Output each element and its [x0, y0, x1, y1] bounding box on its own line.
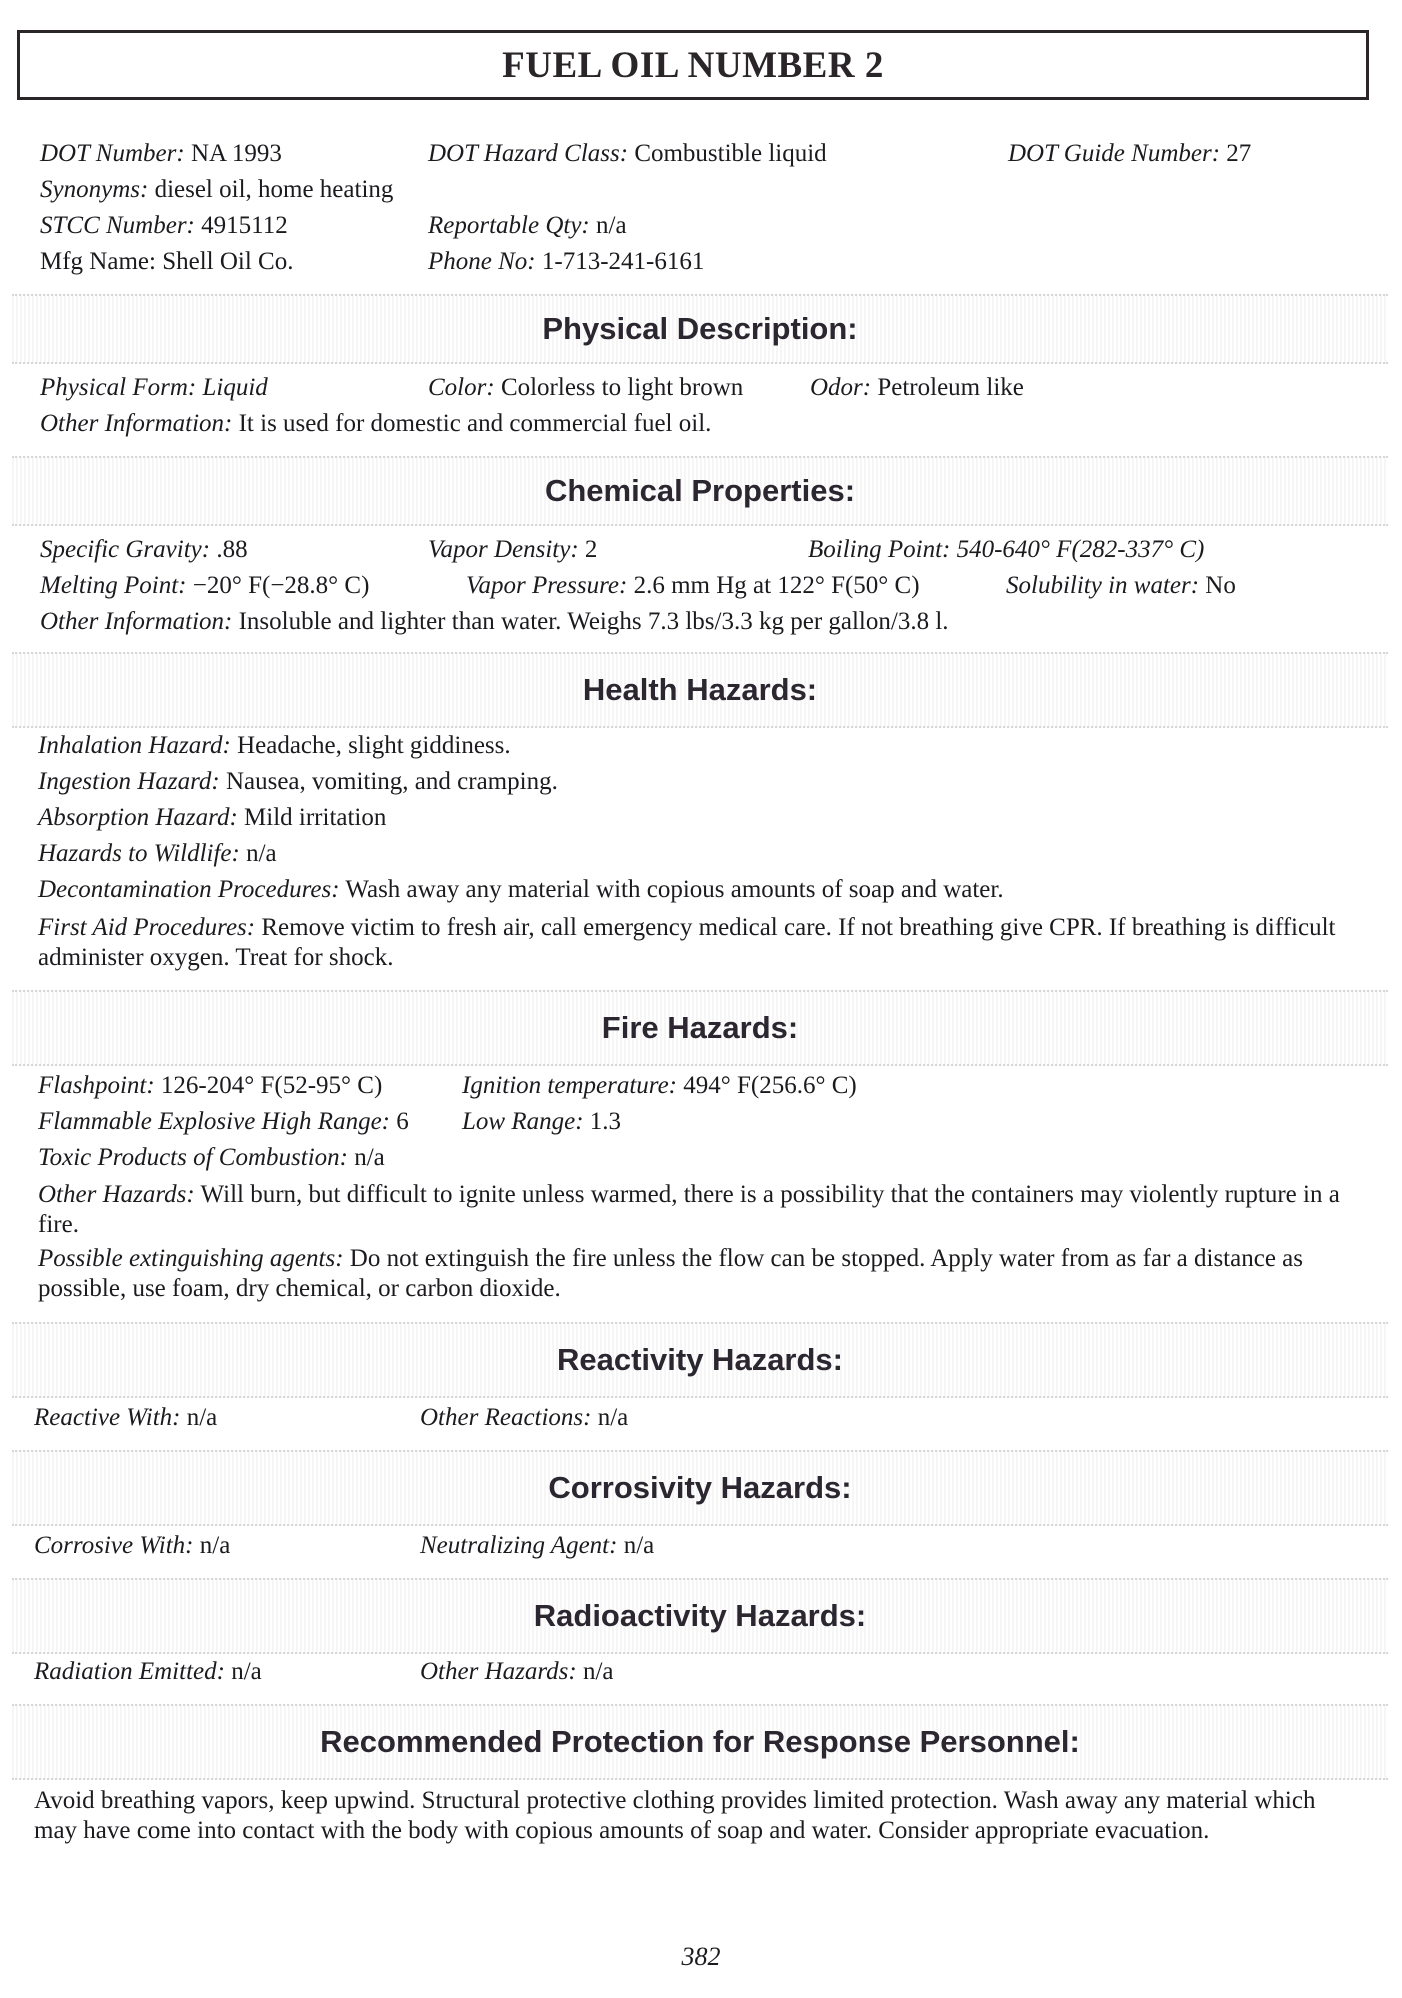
field-value: 6 [396, 1108, 409, 1135]
field-label: Odor: [810, 374, 872, 401]
page-title: FUEL OIL NUMBER 2 [502, 44, 884, 86]
field-label: Hazards to Wildlife: [38, 840, 240, 867]
absorption-field [38, 802, 386, 834]
field-label: Color: [428, 374, 495, 401]
field-label: Vapor Density: [428, 536, 579, 563]
field-label: DOT Guide Number: [1008, 140, 1221, 167]
field-value: Nausea, vomiting, and cramping. [225, 768, 558, 795]
field-value: Combustible liquid [634, 140, 827, 167]
guide-number-field [1008, 138, 1251, 170]
section-title: Health Hazards: [582, 672, 818, 707]
field-label: Phone No: [428, 248, 536, 275]
vapor-pressure-field [466, 570, 920, 602]
field-label: Flashpoint: [38, 1072, 155, 1099]
field-value: .88 [216, 536, 248, 563]
field-value: n/a [246, 840, 277, 867]
field-value: 1-713-241-6161 [541, 248, 705, 275]
field-label: Decontamination Procedures: [38, 876, 340, 903]
field-value: n/a [186, 1404, 218, 1431]
field-label: Other Information: [40, 608, 233, 635]
section-header-reactivity [12, 1322, 1388, 1398]
field-value: 27 [1226, 140, 1252, 167]
field-value: Petroleum like [877, 374, 1024, 401]
stcc-field [40, 210, 288, 242]
field-label: Reactive With: [34, 1404, 181, 1431]
reportable-field [428, 210, 627, 242]
specific-gravity-field [40, 534, 248, 566]
field-label: Boiling Point: [808, 536, 951, 563]
melting-point-field [40, 570, 369, 602]
field-value: n/a [354, 1144, 385, 1171]
field-label: Corrosive With: [34, 1532, 194, 1559]
field-value: n/a [199, 1532, 231, 1559]
section-header-chemical [12, 456, 1388, 526]
field-value: 4915112 [201, 212, 288, 239]
field-value: 2.6 mm Hg at 122° F(50° C) [633, 572, 920, 599]
chemical-other-field [40, 606, 949, 638]
field-value: Colorless to light brown [500, 374, 744, 401]
synonyms-field [40, 174, 393, 206]
field-label: Physical Form: [40, 374, 197, 401]
vapor-density-field [428, 534, 597, 566]
phone-field [428, 246, 704, 278]
title-box [17, 30, 1369, 100]
field-value: −20° F(−28.8° C) [192, 572, 370, 599]
field-value: 540-640° F(282-337° C) [956, 536, 1205, 563]
low-range-field [462, 1106, 621, 1138]
field-label: Vapor Pressure: [466, 572, 628, 599]
mfg-field [40, 246, 293, 278]
field-value: Insoluble and lighter than water. Weighs 7.3 lbs/3.3 kg per gallon/3.8 l. [238, 608, 949, 635]
field-label: Inhalation Hazard: [38, 732, 231, 759]
solubility-field [1006, 570, 1236, 602]
hazard-class-field [428, 138, 827, 170]
dot-number-field [40, 138, 282, 170]
page-number: 382 [681, 1942, 721, 1971]
field-value: n/a [582, 1658, 614, 1685]
field-label: Other Hazards: [38, 1181, 195, 1208]
field-value: Do not extinguish the fire unless the flow can be stopped. Apply water from as far a distance as possible, use foam, dry chemical, or carbon dioxide. [38, 1245, 1303, 1302]
field-value: No [1205, 572, 1236, 599]
section-title: Reactivity Hazards: [556, 1342, 843, 1377]
field-value: 1.3 [589, 1108, 622, 1135]
other-reactions-field [420, 1402, 628, 1434]
field-value: Will burn, but difficult to ignite unless warmed, there is a possibility that the containers may violently rupture in a fire. [38, 1181, 1340, 1238]
field-label: Specific Gravity: [40, 536, 211, 563]
radiation-emitted-field [34, 1656, 262, 1688]
field-value: Headache, slight giddiness. [237, 732, 511, 759]
field-label: DOT Hazard Class: [428, 140, 629, 167]
high-range-field [38, 1106, 409, 1138]
field-value: Remove victim to fresh air, call emergency medical care. If not breathing give CPR. If breathing is difficult administer oxygen. Treat for shock. [38, 914, 1336, 971]
section-title: Recommended Protection for Response Personnel: [320, 1724, 1080, 1759]
field-label: Toxic Products of Combustion: [38, 1144, 348, 1171]
field-value: n/a [231, 1658, 262, 1685]
field-value: 126-204° F(52-95° C) [160, 1072, 383, 1099]
field-label: Mfg Name: [40, 248, 156, 275]
physical-form-field [40, 372, 268, 404]
field-label: First Aid Procedures: [38, 914, 256, 941]
neutralizing-agent-field [420, 1530, 654, 1562]
field-label: Reportable Qty: [428, 212, 590, 239]
ingestion-field [38, 766, 558, 798]
protection-text: Avoid breathing vapors, keep upwind. Structural protective clothing provides limited protection. Wash away any material which may have come into contact with the body with copious amounts of soap and water. Consider appropriate evacuation. [34, 1787, 1316, 1844]
field-label: Possible extinguishing agents: [38, 1245, 344, 1272]
boiling-point-field [808, 534, 1204, 566]
field-label: Absorption Hazard: [38, 804, 238, 831]
field-label: Melting Point: [40, 572, 187, 599]
section-title: Physical Description: [542, 311, 858, 346]
field-label: Radiation Emitted: [34, 1658, 225, 1685]
field-label: Other Information: [40, 410, 233, 437]
odor-field [810, 372, 1024, 404]
section-header-corrosivity [12, 1450, 1388, 1526]
field-value: Shell Oil Co. [162, 248, 294, 275]
section-title: Radioactivity Hazards: [533, 1598, 867, 1633]
field-value: 494° F(256.6° C) [683, 1072, 857, 1099]
section-header-protection [12, 1704, 1388, 1780]
section-title: Corrosivity Hazards: [548, 1470, 852, 1505]
field-label: Solubility in water: [1006, 572, 1200, 599]
radio-other-hazards-field [420, 1656, 614, 1688]
toxic-products-field [38, 1142, 385, 1174]
section-title: Fire Hazards: [601, 1010, 799, 1045]
color-field [428, 372, 743, 404]
field-value: Wash away any material with copious amounts of soap and water. [345, 876, 1004, 903]
field-label: Synonyms: [40, 176, 149, 203]
field-value: NA 1993 [190, 140, 282, 167]
first-aid-field [38, 913, 1386, 973]
field-value: n/a [596, 212, 627, 239]
field-value: It is used for domestic and commercial fuel oil. [238, 410, 712, 437]
field-value: Mild irritation [244, 804, 387, 831]
wildlife-field [38, 838, 277, 870]
field-value: 2 [584, 536, 598, 563]
field-value: Liquid [202, 374, 268, 401]
fire-other-hazards-field [38, 1180, 1386, 1240]
decontamination-field [38, 874, 1004, 906]
extinguishing-field [38, 1244, 1386, 1304]
section-title: Chemical Properties: [544, 473, 856, 508]
field-label: STCC Number: [40, 212, 195, 239]
field-value: n/a [623, 1532, 655, 1559]
field-label: Other Hazards: [420, 1658, 577, 1685]
section-header-radioactivity [12, 1578, 1388, 1654]
field-label: Ignition temperature: [462, 1072, 678, 1099]
section-header-health [12, 652, 1388, 728]
corrosive-with-field [34, 1530, 230, 1562]
ignition-field [462, 1070, 857, 1102]
physical-other-field [40, 408, 711, 440]
inhalation-field [38, 730, 511, 762]
field-label: Neutralizing Agent: [420, 1532, 618, 1559]
field-label: Flammable Explosive High Range: [38, 1108, 390, 1135]
field-value: diesel oil, home heating [154, 176, 394, 203]
section-header-fire [12, 990, 1388, 1066]
field-label: Low Range: [462, 1108, 584, 1135]
reactive-with-field [34, 1402, 217, 1434]
section-header-physical [12, 294, 1388, 364]
field-label: Ingestion Hazard: [38, 768, 220, 795]
field-value: n/a [597, 1404, 629, 1431]
field-label: DOT Number: [40, 140, 185, 167]
flashpoint-field [38, 1070, 382, 1102]
field-label: Other Reactions: [420, 1404, 592, 1431]
